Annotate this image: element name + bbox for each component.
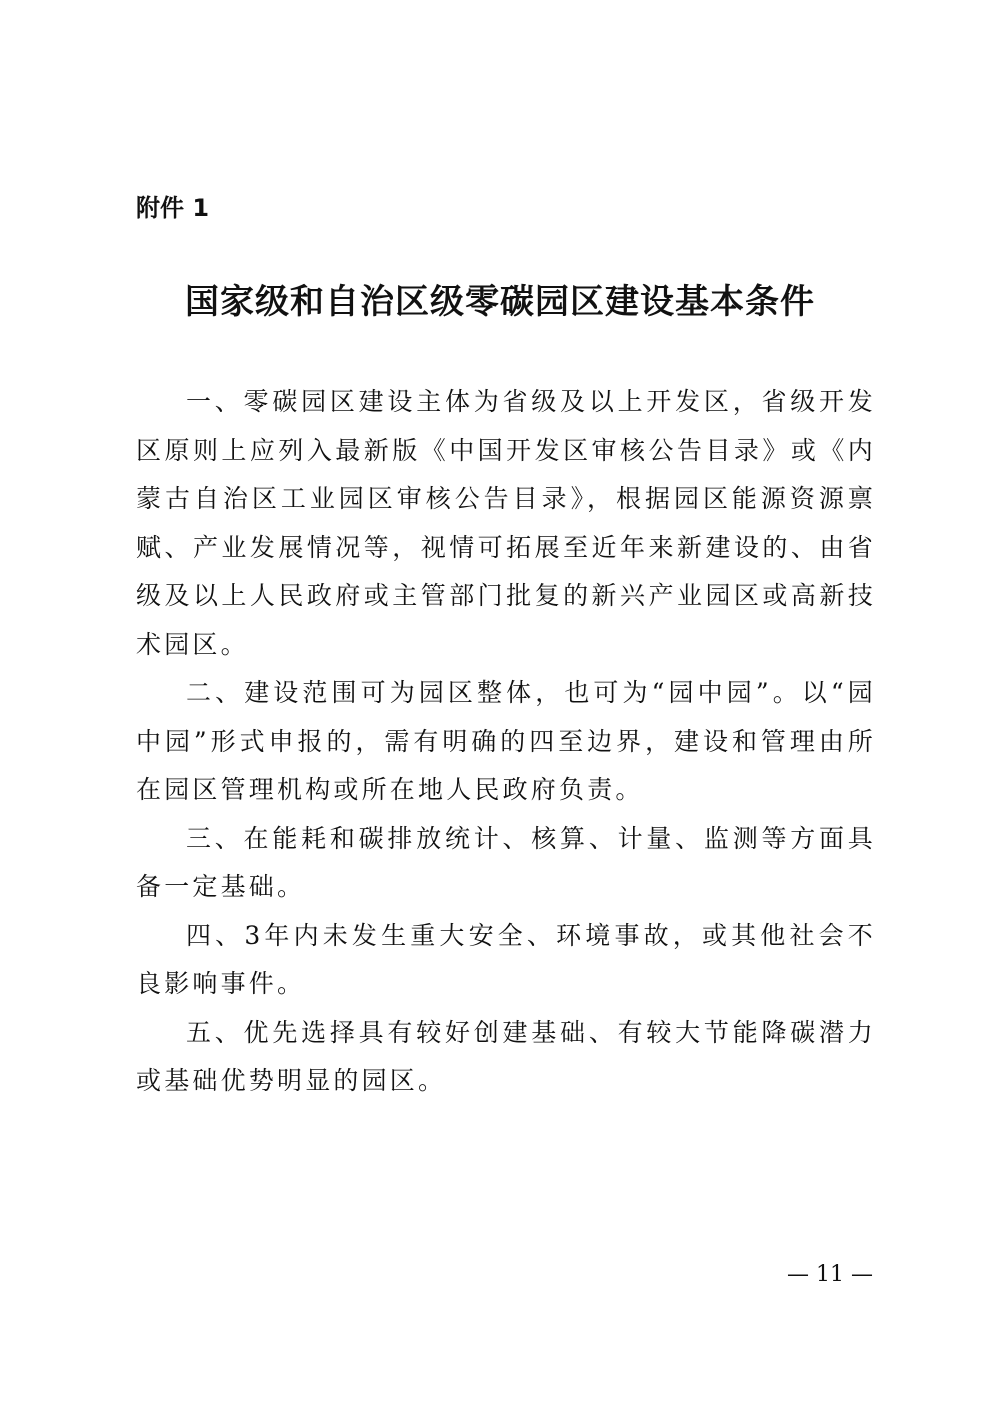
document-title: 国家级和自治区级零碳园区建设基本条件 xyxy=(185,282,815,322)
paragraph-2: 二、建设范围可为园区整体，也可为“园中园”。以“园中园”形式申报的，需有明确的四至边界，建设和管理由所在园区管理机构或所在地人民政府负责。 xyxy=(136,678,876,804)
document-body xyxy=(136,378,876,1106)
paragraph-5: 五、优先选择具有较好创建基础、有较大节能降碳潜力或基础优势明显的园区。 xyxy=(136,1017,876,1095)
paragraph-4: 四、3年内未发生重大安全、环境事故，或其他社会不良影响事件。 xyxy=(136,920,876,998)
attachment-label: 附件 1 xyxy=(136,194,210,222)
paragraph-3: 三、在能耗和碳排放统计、核算、计量、监测等方面具备一定基础。 xyxy=(136,823,876,901)
paragraph-1: 一、零碳园区建设主体为省级及以上开发区，省级开发区原则上应列入最新版《中国开发区审核公告目录》或《内蒙古自治区工业园区审核公告目录》，根据园区能源资源禀赋、产业发展情况等，视情可拓展至近年来新建设的、由省级及以上人民政府或主管部门批复的新兴产业园区或高新技术园区。 xyxy=(136,387,876,659)
page-number: — 11 — xyxy=(787,1262,873,1287)
